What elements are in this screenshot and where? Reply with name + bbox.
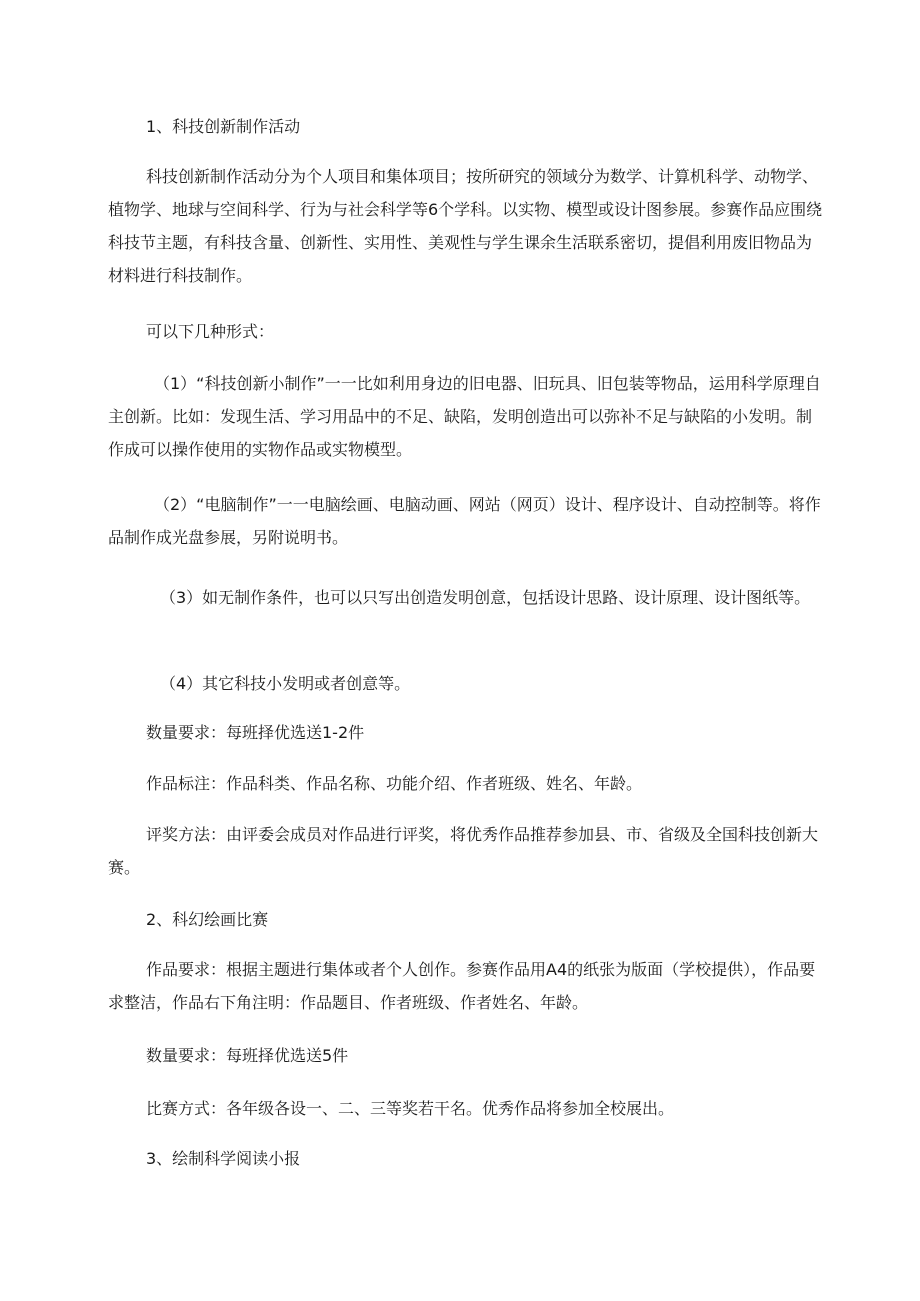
section2-heading: 2、科幻绘画比赛	[146, 910, 269, 929]
section3-heading: 3、绘制科学阅读小报	[146, 1149, 301, 1168]
label-note: 作品标注：作品科类、作品名称、功能介绍、作者班级、姓名、年龄。	[146, 774, 643, 793]
section1-intro: 科技创新制作活动分为个人项目和集体项目；按所研究的领域分为数学、计算机科学、动物学、植物学、地球与空间科学、行为与社会科学等6个学科。以实物、模型或设计图参展。参赛作品应围绕科技节主题，有科技含量、创新性、实用性、美观性与学生课余生活联系密切，提倡利用废旧物品为材料进行科技制作。	[108, 167, 823, 285]
award-method: 评奖方法：由评委会成员对作品进行评奖，将优秀作品推荐参加县、市、省级及全国科技创新大赛。	[108, 825, 819, 877]
work-requirement: 作品要求：根据主题进行集体或者个人创作。参赛作品用A4的纸张为版面（学校提供），作品要求整洁，作品右下角注明：作品题目、作者班级、作者姓名、年龄。	[108, 960, 816, 1012]
form-1: （1）“科技创新小制作”一一比如利用身边的旧电器、旧玩具、旧包装等物品，运用科学原理自主创新。比如：发现生活、学习用品中的不足、缺陷，发明创造出可以弥补不足与缺陷的小发明。制作成可以操作使用的实物作品或实物模型。	[108, 374, 821, 459]
section1-heading: 1、科技创新制作活动	[146, 117, 301, 136]
forms-intro: 可以下几种形式：	[146, 322, 275, 341]
quantity-requirement-1: 数量要求：每班择优选送1-2件	[146, 723, 365, 742]
form-3: （3）如无制作条件，也可以只写出创造发明创意，包括设计思路、设计原理、设计图纸等。	[160, 588, 811, 607]
contest-method: 比赛方式：各年级各设一、二、三等奖若干名。优秀作品将参加全校展出。	[146, 1099, 675, 1118]
quantity-requirement-2: 数量要求：每班择优选送5件	[146, 1046, 349, 1065]
form-4: （4）其它科技小发明或者创意等。	[160, 674, 411, 693]
form-2: （2）“电脑制作”一一电脑绘画、电脑动画、网站（网页）设计、程序设计、自动控制等。将作品制作成光盘参展，另附说明书。	[108, 495, 821, 547]
